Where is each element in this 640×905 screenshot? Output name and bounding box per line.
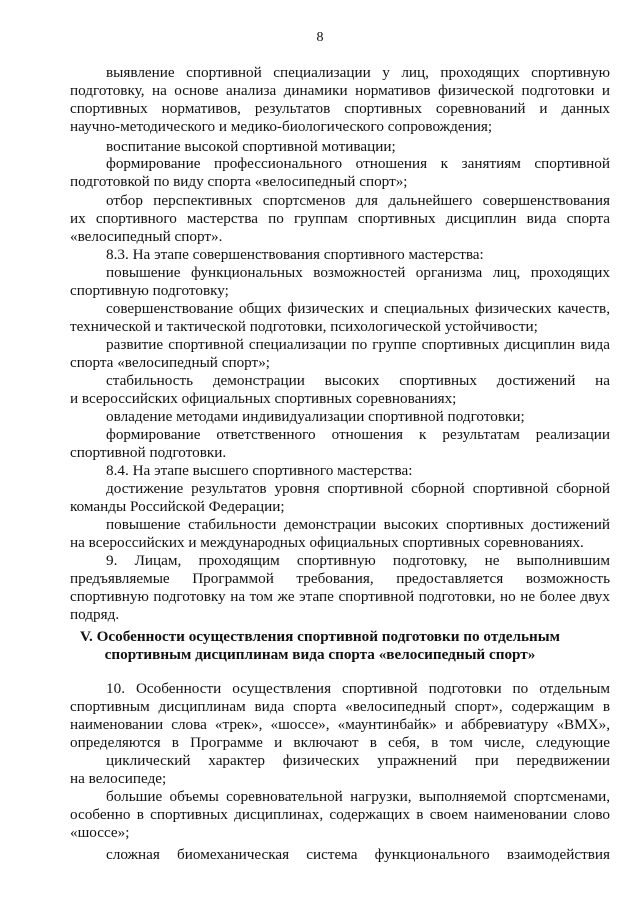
text-line: на всероссийских и международных официальных спортивных соревнованиях. <box>70 534 584 551</box>
text-line: определяются в Программе и включают в себя, в том числе, следующие <box>70 734 610 751</box>
subsection-heading: 8.3. На этапе совершенствования спортивного мастерства: <box>106 246 484 263</box>
text-line: развитие спортивной специализации по группе спортивных дисциплин вида <box>106 336 610 353</box>
text-line: сложная биомеханическая система функционального взаимодействия <box>106 846 610 863</box>
text-line: на велосипеде; <box>70 770 167 787</box>
section-heading: спортивным дисциплинам вида спорта «велосипедный спорт» <box>104 646 536 663</box>
text-line: «шоссе»; <box>70 824 130 841</box>
text-line: предъявляемые Программой требования, предоставляется возможность <box>70 570 610 587</box>
page-number: 8 <box>316 30 324 45</box>
text-line: научно-методического и медико-биологического сопровождения; <box>70 118 493 135</box>
text-line: выявление спортивной специализации у лиц, проходящих спортивную <box>106 64 610 81</box>
text-line: технической и тактической подготовки, психологической устойчивости; <box>70 318 538 335</box>
text-line: формирование профессионального отношения к занятиям спортивной <box>106 155 610 172</box>
subsection-heading: 8.4. На этапе высшего спортивного мастерства: <box>106 462 413 479</box>
text-line: большие объемы соревновательной нагрузки, выполняемой спортсменами, <box>106 788 610 805</box>
text-line: стабильность демонстрации высоких спортивных достижений на <box>106 372 610 389</box>
text-line: «велосипедный спорт». <box>70 228 223 245</box>
text-line: формирование ответственного отношения к результатам реализации <box>106 426 610 443</box>
text-line: спортивную подготовку; <box>70 282 229 299</box>
text-line: повышение стабильности демонстрации высоких спортивных достижений <box>106 516 610 533</box>
text-line: команды Российской Федерации; <box>70 498 285 515</box>
section-heading: V. Особенности осуществления спортивной подготовки по отдельным <box>79 628 561 645</box>
text-line: достижение результатов уровня спортивной сборной спортивной сборной <box>106 480 610 497</box>
text-line: 9. Лицам, проходящим спортивную подготовку, не выполнившим <box>106 552 610 569</box>
text-line: подготовкой по виду спорта «велосипедный спорт»; <box>70 173 408 190</box>
text-line: циклический характер физических упражнений при передвижении <box>106 752 610 769</box>
text-line: подряд. <box>70 606 120 623</box>
text-line: совершенствование общих физических и специальных физических качеств, <box>106 300 610 317</box>
text-line: особенно в спортивных дисциплинах, содержащих в своем наименовании слово <box>70 806 610 823</box>
text-line: их спортивного мастерства по группам спортивных дисциплин вида спорта <box>70 210 610 227</box>
text-line: воспитание высокой спортивной мотивации; <box>106 138 396 155</box>
text-line: повышение функциональных возможностей организма лиц, проходящих <box>106 264 610 281</box>
text-line: спортивных нормативов, результатов спортивных соревнований и данных <box>70 100 610 117</box>
text-line: спортивной подготовки. <box>70 444 227 461</box>
text-line: и всероссийских официальных спортивных соревнованиях; <box>70 390 457 407</box>
text-line: отбор перспективных спортсменов для дальнейшего совершенствования <box>106 192 610 209</box>
text-line: овладение методами индивидуализации спортивной подготовки; <box>106 408 525 425</box>
text-line: спортивным дисциплинам вида спорта «велосипедный спорт», содержащим в <box>70 698 610 715</box>
text-line: 10. Особенности осуществления спортивной подготовки по отдельным <box>106 680 610 697</box>
text-line: наименовании слова «трек», «шоссе», «маунтинбайк» и аббревиатуру «BMX», <box>70 716 610 733</box>
text-line: спортивную подготовку на том же этапе спортивной подготовки, но не более двух <box>70 588 610 605</box>
text-line: спорта «велосипедный спорт»; <box>70 354 271 371</box>
text-line: подготовку, на основе анализа динамики нормативов физической подготовки и <box>70 82 610 99</box>
